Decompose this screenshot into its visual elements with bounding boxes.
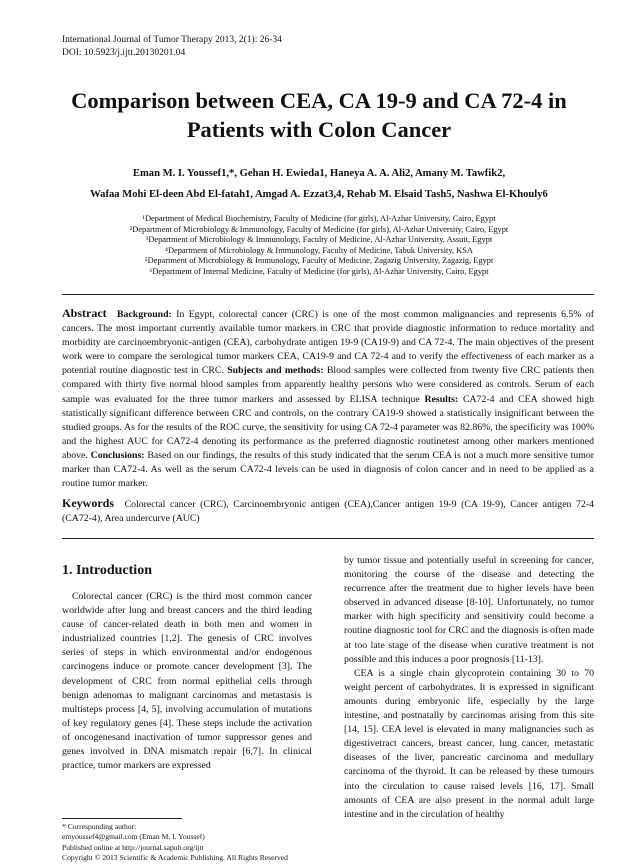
affiliation-4: ⁴Department of Microbiology & Immunology, Faculty of Medicine, Tabuk University, KSA bbox=[165, 245, 473, 255]
keywords-text: Colorectal cancer (CRC), Carcinoembryonic antigen (CEA),Cancer antigen 19-9 (CA 19-9), Cancer antigen 72-4 (CA72-4), Area undercurve (AUC) bbox=[62, 499, 594, 525]
keywords-heading: Keywords bbox=[62, 496, 114, 510]
published-online: Published online at http://journal.sapub.org/ijtt bbox=[62, 842, 204, 852]
intro-paragraph-3: CEA is a single chain glycoprotein containing 30 to 70 weight percent of carbohydrates. It is expressed in significant amounts during embryonic life, especially by the large intestine, and postnatally by carcinomas arising from this site [14, 15]. CEA level is elevated in many malignancies such as digestivetract cancers, breast cancer, lung cancer, metastatic diseases of the liver, pancreatic carcinoma and medullary carcinoma of the thyroid. It can be released by these tumours into the circulation to cause raised levels [16, 17]. Small amounts of CEA are also present in the normal adult large intestine and in the circulation of healthy bbox=[344, 667, 594, 820]
section-heading-introduction: 1. Introduction bbox=[62, 563, 152, 578]
left-column bbox=[62, 562, 312, 773]
author-list bbox=[20, 163, 618, 205]
results-label: Results: bbox=[424, 393, 459, 405]
title-line-2: Patients with Colon Cancer bbox=[186, 117, 452, 142]
conclusions-label: Conclusions: bbox=[90, 449, 145, 461]
journal-citation: International Journal of Tumor Therapy 2013, 2(1): 26-34 bbox=[62, 35, 282, 45]
copyright-notice: Copyright © 2013 Scientific & Academic Publishing. All Rights Reserved bbox=[62, 853, 288, 863]
journal-doi: DOI: 10.5923/j.ijtt.20130201.04 bbox=[62, 48, 186, 58]
right-column bbox=[344, 554, 594, 822]
corresponding-email: emyoussef4@gmail.com (Eman M. I. Youssef) bbox=[62, 832, 205, 842]
abstract-top-divider bbox=[62, 294, 594, 295]
affiliation-3: ³Department of Microbiology & Immunology, Faculty of Medicine, Al-Azhar University, Assuit, Egypt bbox=[145, 235, 493, 245]
keywords-block bbox=[62, 496, 594, 526]
intro-paragraph-1: Colorectal cancer (CRC) is the third most common cancer worldwide after lung and breast cancers and the third leading cause of cancer-related death in both men and women in industrialized countries [1,2]. The genesis of CRC involves series of steps in which environmental and/or endogenous carcinogens induce or promote cancer development [3]. The development of CRC from normal epithelial cells through benign adenomas to malignant carcinomas and metastasis is multisteps process [4, 5], involving accumulation of mutations of key regulatory genes [4]. These steps include the activation of oncogenesand inactivation of tumor suppressor genes and genes involved in DNA mismatch repair [6,7]. In clinical practice, tumor markers are expressed bbox=[62, 591, 312, 772]
methods-label: Subjects and methods: bbox=[227, 365, 324, 377]
authors-line-1: Eman M. I. Youssef1,*, Gehan H. Ewieda1, Haneya A. A. Ali2, Amany M. Tawfik2, bbox=[132, 168, 506, 179]
conclusions-text: Based on our findings, the results of this study indicated that the serum CEA is not a much more sensitive tumor marker than CA72-4. As well as the serum CA72-4 levels can be used in diagnosis of colon cancer and in need to be applied as a routine tumor marker. bbox=[62, 449, 594, 490]
background-text: In Egypt, colorectal cancer (CRC) is one of the most common malignancies and represents 6.5% of cancers. The most important currently available tumor markers in CRC that provide diagnostic information to reduce mortality and morbidity are carcinoembryonic-antigen (CEA), carbohydrate antigen 19-9 (CA19-9) and CA 72-4. The main objectives of the present work were to compare the serological tumor markers CEA, CA19-9 and CA 72-4 and to verify the effectiveness of each marker as a potential routine diagnostic test in CRC. bbox=[62, 309, 595, 377]
corresponding-author-label: * Corresponding author: bbox=[62, 822, 137, 831]
affiliation-2: ²Department of Microbiology & Immunology, Faculty of Medicine (for girls), Al-Azhar University, Cairo, Egypt bbox=[129, 224, 509, 234]
intro-paragraph-2: by tumor tissue and potentially useful in screening for cancer, monitoring the course of the disease and detecting the recurrence after the treatment due to higher levels have been observed in advanced disease [8-10]. Unfortunately, no tumor marker with high specificity and sensitivity could become a routine diagnostic tool for CRC and the diagnosis is often made at too late stage of the disease when curative treatment is not possible and this induces a poor prognosis [11-13]. bbox=[344, 555, 594, 665]
affiliation-5: ⁵Department of Microbiology & Immunology, Faculty of Medicine, Zagazig University, Zagazig, Egypt bbox=[144, 256, 494, 266]
title-line-1: Comparison between CEA, CA 19-9 and CA 72-4 in bbox=[71, 88, 567, 113]
results-text: CA72-4 and CEA showed high statistically significant difference between CRC and controls, on the contrary CA19-9 showed a statistically insignificant between the studied groups. As for the results of the ROC curve, the sensitivity for using CA 72-4 parameter was 82.86%, the specificity was 100% and the highest AUC for CA72-4 denoting its performance as the preferred diagnostic routinetest among other markers mentioned above. bbox=[62, 393, 594, 461]
methods-text: Blood samples were collected from twenty five CRC patients then compared with thirty five normal blood samples from apparently healthy persons who were considered as controls. Serum of each sample was evaluated for the three tumor markers and assessed by ELISA technique bbox=[62, 365, 595, 405]
footnotes bbox=[62, 822, 288, 864]
abstract-block bbox=[62, 306, 594, 491]
affiliation-6: ⁶Department of Internal Medicine, Faculty of Medicine (for girls), Al-Azhar University, Cairo, Egypt bbox=[149, 266, 489, 276]
affiliation-1: ¹Department of Medical Biochemistry, Faculty of Medicine (for girls), Al-Azhar University, Cairo, Egypt bbox=[142, 214, 496, 223]
background-label: Background: bbox=[117, 309, 172, 320]
paper-title bbox=[40, 86, 598, 144]
footnote-divider bbox=[62, 818, 182, 819]
affiliation-list bbox=[40, 214, 598, 278]
authors-line-2: Wafaa Mohi El-deen Abd El-fatah1, Amgad A. Ezzat3,4, Rehab M. Elsaid Tash5, Nashwa El-Khouly6 bbox=[90, 189, 548, 200]
keywords-bottom-divider bbox=[62, 538, 594, 539]
journal-header bbox=[62, 34, 282, 60]
abstract-heading: Abstract bbox=[62, 306, 107, 320]
